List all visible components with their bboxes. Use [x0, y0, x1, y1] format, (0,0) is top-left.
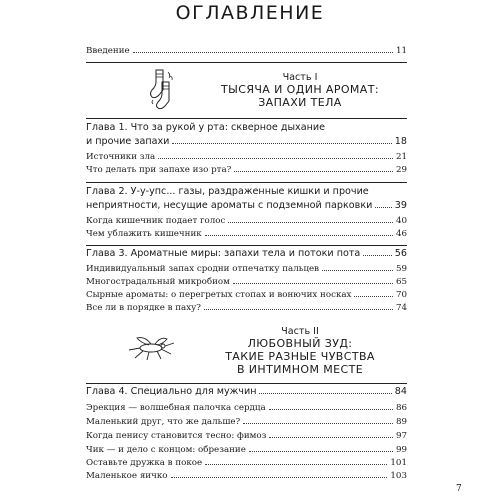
dot-leader: [249, 451, 393, 452]
toc-entry[interactable]: [86, 471, 407, 481]
toc-entry-page: 101: [390, 458, 407, 468]
chapter-title: Глава 3. Ароматные миры: запахи тела и потоки пота: [86, 248, 361, 259]
dot-leader: [205, 464, 387, 465]
toc-entry-label: Когда кишечник подает голос: [86, 216, 226, 226]
part-name-line: ЛЮБОВНЫЙ ЗУД:: [247, 337, 353, 350]
chapter-title-continued: и прочие запахи: [86, 136, 170, 147]
toc-entry-page: 99: [395, 445, 407, 455]
toc-entry-page: 65: [395, 277, 407, 287]
toc-entry-label: Источники зла: [86, 152, 156, 162]
toc-entry[interactable]: [86, 403, 407, 413]
toc-entry-label: Чем ублажить кишечник: [86, 229, 202, 239]
dot-leader: [322, 270, 393, 271]
part-name-line: ТЫСЯЧА И ОДИН АРОМАТ:: [221, 83, 379, 96]
toc-entry[interactable]: [86, 229, 407, 239]
toc-entry-page: 11: [395, 46, 407, 56]
toc-entry-label: Индивидуальный запах сродни отпечатку пальцев: [86, 264, 320, 274]
toc-entry-page: 74: [395, 303, 407, 313]
toc-entry-label: Эрекция — волшебная палочка сердца: [86, 403, 266, 413]
toc-entry-label: Многострадальный микробиом: [86, 277, 230, 287]
toc-entry-page: 103: [390, 471, 407, 481]
dot-leader: [269, 437, 393, 438]
divider: [86, 118, 407, 119]
toc-entry[interactable]: [86, 417, 407, 427]
dot-leader: [243, 423, 393, 424]
page-number: 7: [456, 484, 462, 494]
page-title: ОГЛАВЛЕНИЕ: [175, 2, 325, 24]
toc-entry-intro[interactable]: [86, 46, 407, 56]
toc-entry-label: Введение: [86, 46, 130, 56]
toc-entry[interactable]: [86, 303, 407, 313]
dot-leader: [133, 52, 393, 53]
toc-entry-label: Что делать при запахе изо рта?: [86, 165, 232, 175]
toc-entry[interactable]: [86, 290, 407, 300]
toc-entry-page: 18: [394, 136, 407, 147]
toc-entry-page: 70: [395, 290, 407, 300]
chapter-2-title[interactable]: Глава 2. У-у-упс... газы, раздраженные кишки и прочие: [86, 186, 369, 197]
toc-entry-page: 39: [394, 200, 407, 211]
toc-entry-chapter-2[interactable]: [86, 200, 407, 211]
toc-entry[interactable]: [86, 165, 407, 175]
part-name-line: ЗАПАХИ ТЕЛА: [258, 96, 342, 109]
dot-leader: [269, 409, 393, 410]
toc-entry[interactable]: [86, 264, 407, 274]
chapter-title: Глава 4. Специально для мужчин: [86, 386, 257, 397]
dot-leader: [171, 477, 388, 478]
toc-entry[interactable]: [86, 216, 407, 226]
toc-entry-page: 97: [395, 431, 407, 441]
toc-entry-label: Все ли в порядке в паху?: [86, 303, 201, 313]
toc-entry-chapter-1[interactable]: [86, 136, 407, 147]
divider: [86, 245, 407, 246]
part-name-line: ТАКИЕ РАЗНЫЕ ЧУВСТВА: [225, 350, 375, 363]
dot-leader: [259, 393, 391, 394]
toc-entry-label: Маленький друг, что же дальше?: [86, 417, 241, 427]
chapter-1-title[interactable]: Глава 1. Что за рукой у рта: скверное дыхание: [86, 122, 326, 133]
toc-entry-page: 29: [395, 165, 407, 175]
chapter-title-continued: неприятности, несущие ароматы с подземной парковки: [86, 200, 373, 211]
toc-entry[interactable]: [86, 445, 407, 455]
toc-entry[interactable]: [86, 152, 407, 162]
part-1-heading: [180, 72, 420, 109]
dot-leader: [205, 235, 393, 236]
toc-entry-chapter-4[interactable]: [86, 386, 407, 397]
toc-entry-page: 86: [395, 403, 407, 413]
socks-doodle-icon: [148, 68, 176, 110]
toc-entry-page: 84: [394, 386, 407, 397]
toc-entry-label: Маленькое яичко: [86, 471, 168, 481]
toc-entry[interactable]: [86, 458, 407, 468]
toc-entry-label: Когда пенису становится тесно: фимоз: [86, 431, 267, 441]
divider: [86, 182, 407, 183]
toc-entry-page: 89: [395, 417, 407, 427]
part-2-heading: [180, 326, 420, 376]
part-number: Часть I: [282, 72, 318, 83]
dot-leader: [204, 309, 393, 310]
dot-leader: [233, 283, 393, 284]
divider: [86, 62, 407, 63]
toc-entry-label: Чик — и дело с концом: обрезание: [86, 445, 246, 455]
toc-entry-page: 40: [395, 216, 407, 226]
dot-leader: [375, 207, 391, 208]
dot-leader: [158, 158, 393, 159]
toc-entry-page: 59: [395, 264, 407, 274]
toc-entry[interactable]: [86, 277, 407, 287]
dot-leader: [234, 171, 393, 172]
toc-entry-label: Оставьте дружка в покое: [86, 458, 203, 468]
toc-entry-page: 56: [394, 248, 407, 259]
divider: [86, 383, 407, 384]
part-number: Часть II: [281, 326, 319, 337]
part-name-line: В ИНТИМНОМ МЕСТЕ: [236, 363, 364, 376]
toc-entry-chapter-3[interactable]: [86, 248, 407, 259]
dot-leader: [354, 296, 392, 297]
toc-entry[interactable]: [86, 431, 407, 441]
toc-entry-page: 46: [395, 229, 407, 239]
dot-leader: [172, 143, 391, 144]
mosquito-doodle-icon: [127, 334, 177, 362]
toc-entry-label: Сырные ароматы: о перегретых стопах и вонючих носках: [86, 290, 352, 300]
dot-leader: [363, 255, 391, 256]
toc-entry-page: 21: [395, 152, 407, 162]
dot-leader: [228, 222, 393, 223]
